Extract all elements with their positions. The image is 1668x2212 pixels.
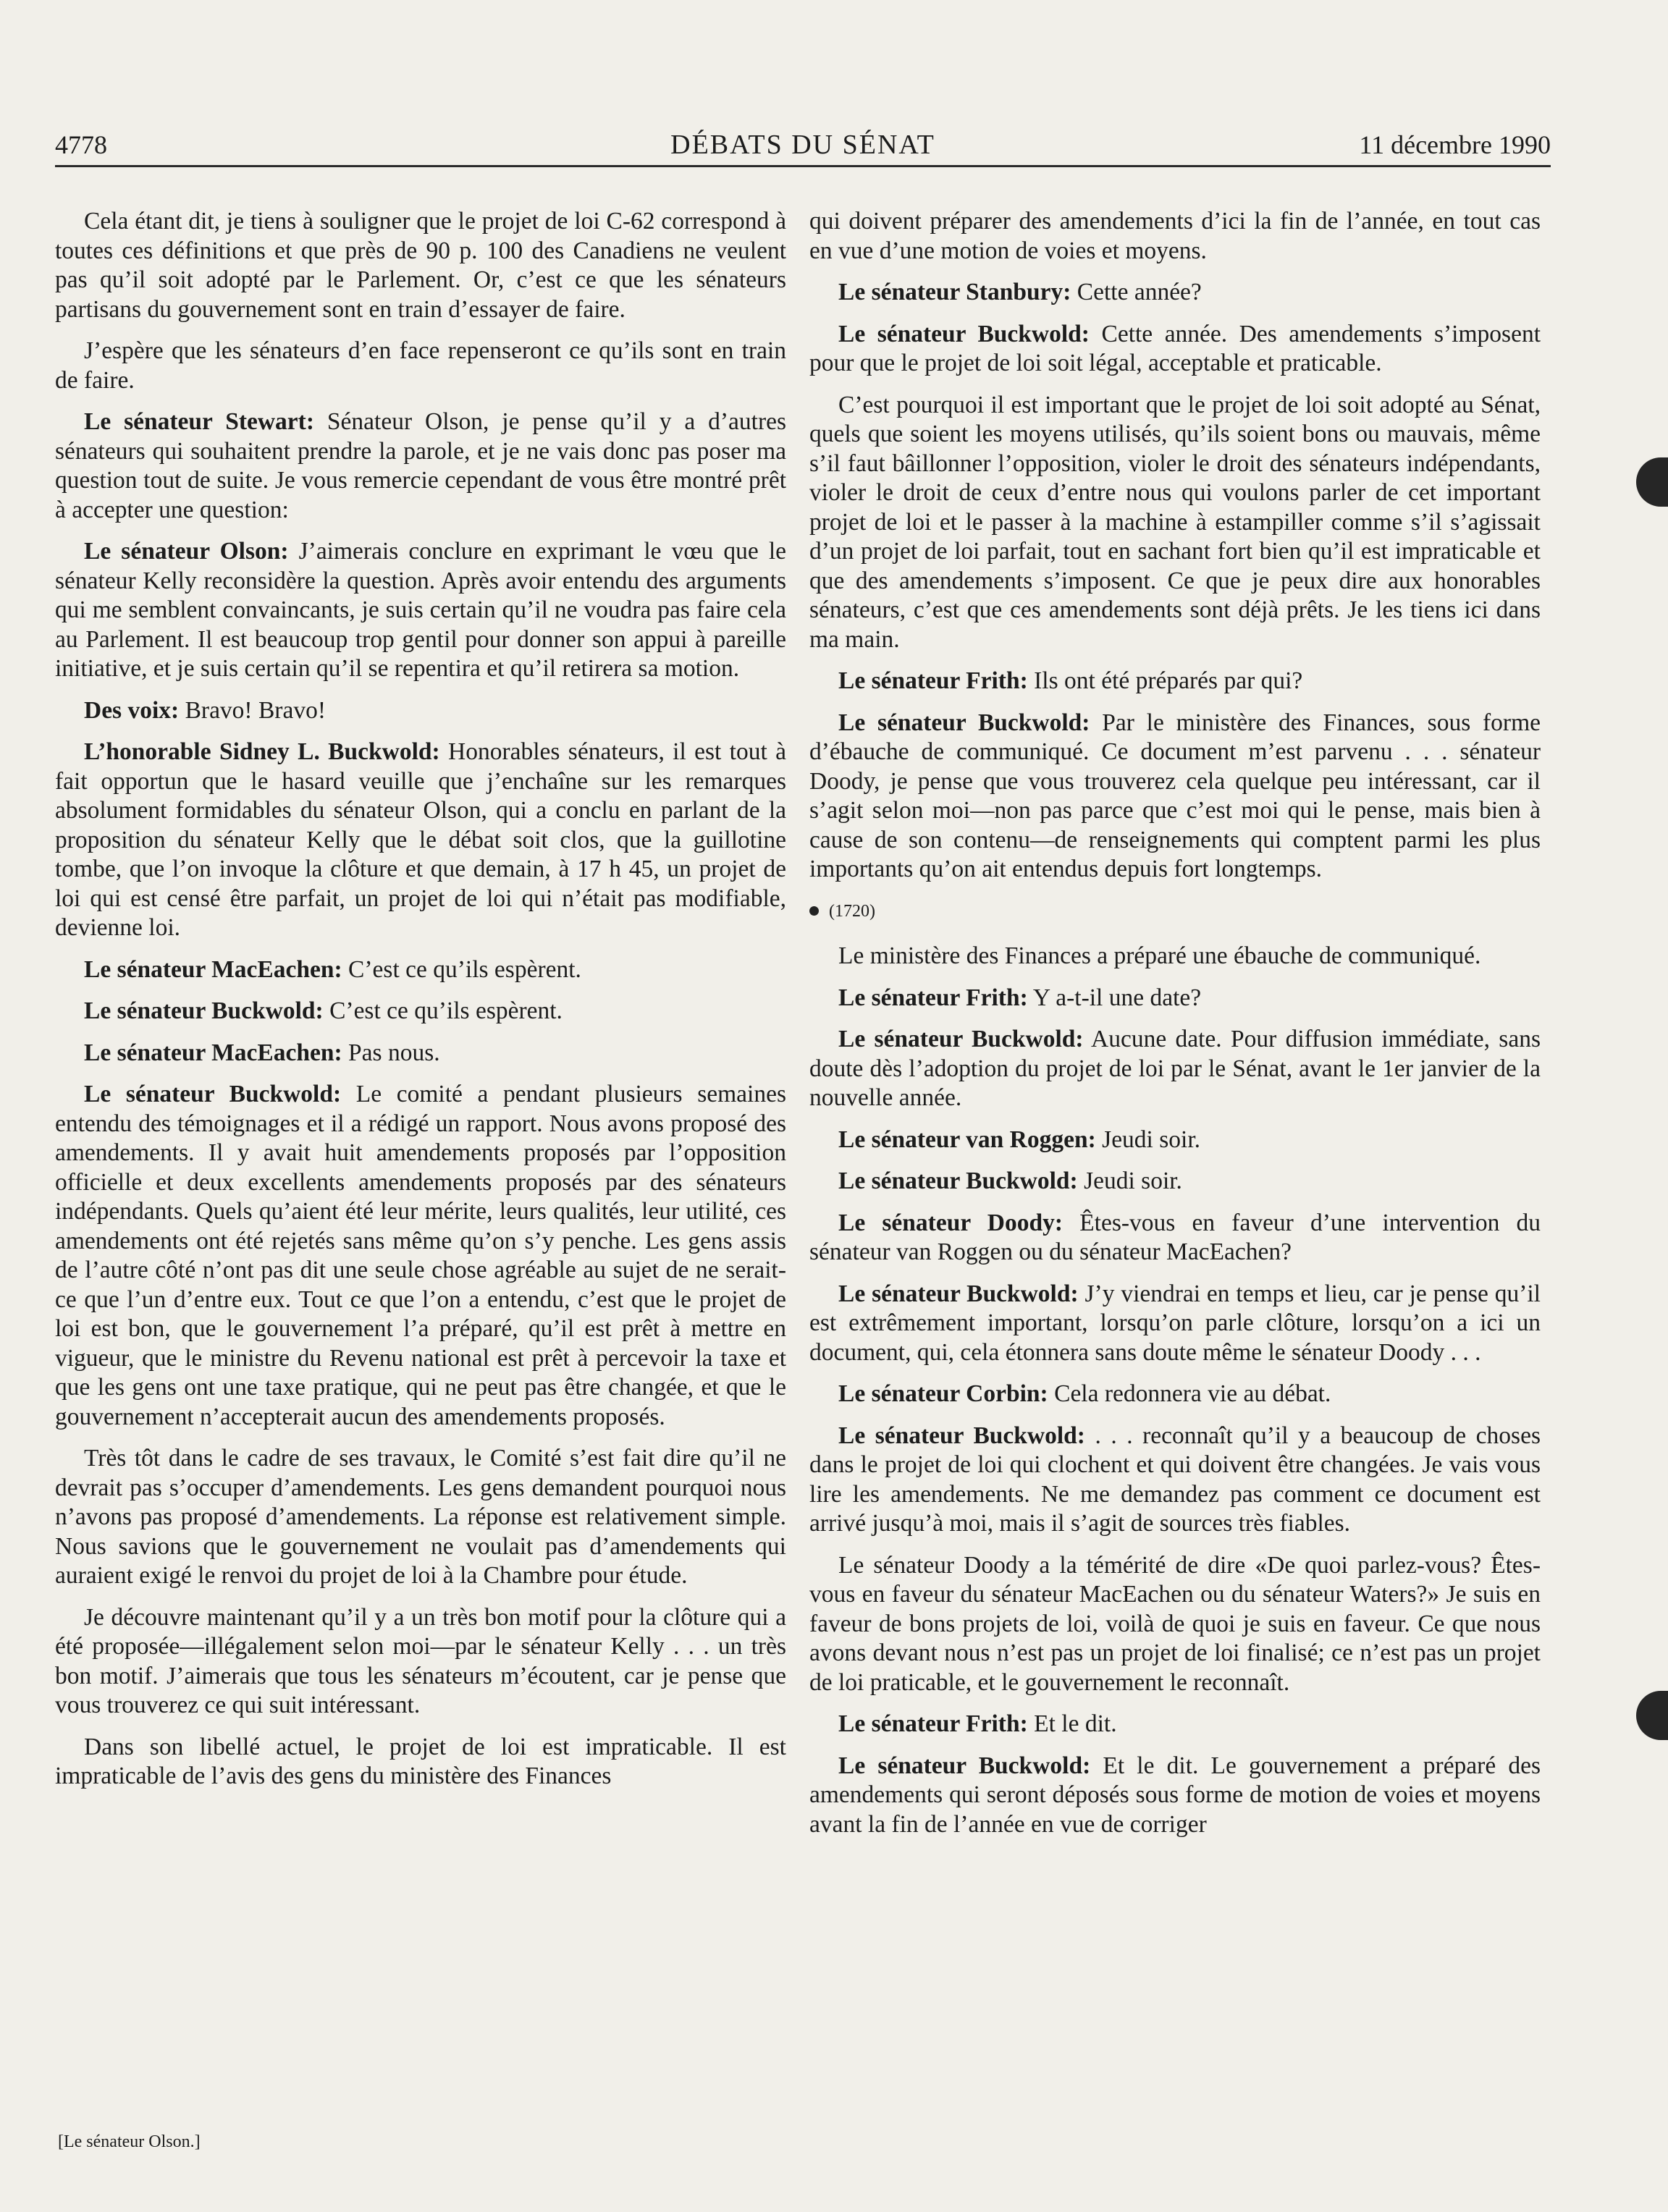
paragraph <box>55 1733 786 1791</box>
time-marker <box>809 897 1541 926</box>
paragraph <box>809 667 1541 696</box>
paragraph <box>55 955 786 985</box>
paragraph <box>809 1209 1541 1267</box>
paragraph <box>809 278 1541 308</box>
paragraph <box>55 1080 786 1432</box>
speech-text: C’est ce qu’ils espèrent. <box>348 955 581 983</box>
paragraph <box>809 709 1541 885</box>
bullet-icon <box>809 906 819 916</box>
speaker-name: Le sénateur Buckwold: <box>838 320 1090 347</box>
speaker-name: Le sénateur Buckwold: <box>838 1026 1084 1052</box>
paragraph <box>55 1603 786 1721</box>
paragraph <box>809 207 1541 266</box>
page-edge-tab <box>1636 457 1668 507</box>
paragraph <box>809 1280 1541 1368</box>
paragraph <box>55 207 786 324</box>
paragraph <box>55 1444 786 1591</box>
paragraph <box>809 1710 1541 1739</box>
paragraph <box>55 1039 786 1068</box>
speech-text: Ils ont été préparés par qui? <box>1034 667 1303 694</box>
speaker-name: Le sénateur Frith: <box>838 984 1028 1011</box>
speech-text: J’aimerais conclure en exprimant le vœu que le sénateur Kelly reconsidère la question. Après avoir entendu des arguments qui me semblent convaincants, je suis certain qu’il ne voudra pas faire cela au Parlement. Il est beaucoup trop gentil pour donner son appui à pareille initiative, et je suis certain qu’il se repentira et qu’il retirera sa motion. <box>55 538 787 682</box>
speaker-name: Le sénateur Buckwold: <box>838 1752 1091 1779</box>
paragraph <box>809 320 1541 379</box>
paragraph <box>55 408 786 525</box>
paragraph <box>809 1422 1541 1539</box>
speech-text: Et le dit. Le gouvernement a préparé des amendements qui seront déposés sous forme de motion de voies et moyens avant la fin de l’année en vue de corriger <box>809 1752 1541 1838</box>
paragraph <box>809 391 1541 655</box>
speaker-name: Le sénateur Frith: <box>838 667 1028 694</box>
speech-text: Et le dit. <box>1034 1710 1117 1737</box>
speech-text: Jeudi soir. <box>1102 1126 1201 1153</box>
footer-note: [Le sénateur Olson.] <box>58 2132 201 2151</box>
speech-text: Cette année? <box>1077 279 1202 305</box>
speech-text: Le ministère des Finances a préparé une ébauche de communiqué. <box>838 942 1481 969</box>
time-marker-text: (1720) <box>829 901 875 921</box>
speaker-name: Le sénateur Buckwold: <box>84 1081 342 1107</box>
speaker-name: L’honorable Sidney L. Buckwold: <box>84 738 440 765</box>
speech-text: . . . reconnaît qu’il y a beaucoup de choses dans le projet de loi qui clochent et qui doivent être changées. Je vais vous lire les amendements. Ne me demandez pas comment ce document est arrivé jusqu’à moi, mais il s’agit de sources très fiables. <box>809 1422 1541 1537</box>
paragraph <box>809 1025 1541 1113</box>
speaker-name: Le sénateur Stanbury: <box>838 279 1071 305</box>
speech-text: Sénateur Olson, je pense qu’il y a d’autres sénateurs qui souhaitent prendre la parole, et je ne vais donc pas poser ma question tout de suite. Je vous remercie cependant de vous être montré prêt à accepter une question: <box>55 408 787 523</box>
speech-text: Jeudi soir. <box>1084 1168 1182 1194</box>
speaker-name: Des voix: <box>84 696 180 724</box>
speaker-name: Le sénateur Buckwold: <box>84 997 324 1024</box>
paragraph <box>55 696 786 726</box>
page-date: 11 décembre 1990 <box>1359 130 1551 159</box>
speech-text: Pas nous. <box>348 1039 440 1066</box>
speech-text: Aucune date. Pour diffusion immédiate, sans doute dès l’adoption du projet de loi par le Sénat, avant le 1er janvier de la nouvelle année. <box>809 1026 1541 1111</box>
paragraph <box>809 942 1541 971</box>
running-title: DÉBATS DU SÉNAT <box>670 130 935 160</box>
paragraph <box>809 1752 1541 1840</box>
paragraph <box>809 984 1541 1013</box>
paragraph <box>55 537 786 684</box>
speech-text: Honorables sénateurs, il est tout à fait opportun que le hasard veuille que j’enchaîne sur les remarques absolument formidables du sénateur Olson, qui a conclu en parlant de la proposition du sénateur Kelly que le débat soit clos, que la guillotine tombe, que l’on invoque la clôture et que demain, à 17 h 45, un projet de loi qui est censé être parfait, un projet de loi qui n’était pas modifiable, devienne loi. <box>55 738 786 941</box>
speaker-name: Le sénateur Buckwold: <box>838 1168 1078 1194</box>
speech-text: qui doivent préparer des amendements d’ici la fin de l’année, en tout cas en vue d’une motion de voies et moyens. <box>809 208 1541 264</box>
speech-text: Y a-t-il une date? <box>1032 984 1202 1011</box>
speaker-name: Le sénateur Corbin: <box>838 1380 1048 1407</box>
speech-text: Êtes-vous en faveur d’une intervention du sénateur van Roggen ou du sénateur MacEachen? <box>809 1209 1541 1265</box>
speech-text: Le comité a pendant plusieurs semaines entendu des témoignages et il a rédigé un rapport. Nous avons proposé des amendements. Il y avait huit amendements proposés par l’opposition officielle et deux excellents amendements proposés par des sénateurs indépendants. Quels qu’aient été leur mérite, leurs qualités, leur utilité, ces amendements ont été rejetés sans même qu’on s’y penche. Les gens assis de l’autre côté n’ont pas dit une seule chose agréable au sujet de ne serait-ce que l’un d’entre eux. Tout ce que l’on a entendu, c’est que le projet de loi est bon, que le gouvernement l’a préparé, qu’il est prêt à mettre en vigueur, que le ministre du Revenu national est prêt à percevoir la taxe et que les gens ont une taxe pratique, qui ne peut pas être changée, et que le gouvernement n’accepterait aucun des amendements proposés. <box>55 1081 787 1430</box>
speech-text: Très tôt dans le cadre de ses travaux, le Comité s’est fait dire qu’il ne devrait pas s’occuper d’amendements. Les gens demandent pourquoi nous n’avons pas proposé d’amendements. La réponse est relativement simple. Nous savions que le gouvernement ne voulait pas d’amendements qui auraient exigé le renvoi du projet de loi à la Chambre pour étude. <box>55 1445 786 1589</box>
speaker-name: Le sénateur Buckwold: <box>838 1422 1085 1449</box>
speaker-name: Le sénateur Frith: <box>838 1710 1028 1737</box>
speech-text: Cela redonnera vie au débat. <box>1054 1380 1331 1407</box>
speech-text: Je découvre maintenant qu’il y a un très bon motif pour la clôture qui a été proposée—illégalement selon moi—par le sénateur Kelly . . . un très bon motif. J’aimerais que tous les sénateurs m’écoutent, car je pense que vous trouverez ce qui suit intéressant. <box>55 1603 786 1718</box>
speech-text: Dans son libellé actuel, le projet de loi est impraticable. Il est impraticable de l’avis des gens du ministère des Finances <box>55 1733 786 1789</box>
speech-text: Le sénateur Doody a la témérité de dire «De quoi parlez-vous? Êtes-vous en faveur du sénateur MacEachen ou du sénateur Waters?» Je suis en faveur de bons projets de loi, voilà de quoi je suis en faveur. Ce que nous avons devant nous n’est pas un projet de loi finalisé; ce n’est pas un projet de loi praticable, et le gouvernement le reconnaît. <box>809 1551 1541 1696</box>
speaker-name: Le sénateur Buckwold: <box>838 709 1090 736</box>
speaker-name: Le sénateur MacEachen: <box>84 1039 342 1066</box>
speech-text: J’y viendrai en temps et lieu, car je pense qu’il est extrêmement important, lorsqu’on parle clôture, lorsqu’on a ici un document, qui, cela étonnera sans doute même le sénateur Doody . . . <box>809 1280 1541 1366</box>
speech-text: Par le ministère des Finances, sous forme d’ébauche de communiqué. Ce document m’est parvenu . . . sénateur Doody, je pense que vous trouverez cela quelque peu intéressant, car il s’agit selon moi—non pas parce que c’est moi qui le pense, mais bien à cause de son contenu—de renseignements qui comptent parmi les plus importants qu’on ait entendus depuis fort longtemps. <box>809 709 1541 882</box>
speaker-name: Le sénateur MacEachen: <box>84 955 342 983</box>
paragraph <box>809 1551 1541 1698</box>
paragraph <box>55 997 786 1026</box>
left-column <box>55 207 786 1804</box>
paragraph <box>55 738 786 943</box>
speech-text: C’est pourquoi il est important que le projet de loi soit adopté au Sénat, quels que soient les moyens utilisés, qu’ils soient bons ou mauvais, même s’il faut bâillonner l’opposition, violer le droit des sénateurs indépendants, violer le droit de ceux d’entre nous qui voulons parler de cet important projet de loi et le passer à la machine à estampiller comme s’il s’agissait d’un projet de loi parfait, tout en sachant fort bien qu’il est impraticable et que des amendements s’imposent. Ce que je peux dire aux honorables sénateurs, c’est que ces amendements sont déjà prêts. Je les tiens ici dans ma main. <box>809 391 1541 653</box>
speech-text: Cela étant dit, je tiens à souligner que le projet de loi C-62 correspond à toutes ces définitions et que près de 90 p. 100 des Canadiens ne veulent pas qu’il soit adopté par le Parlement. Or, c’est ce que les sénateurs partisans du gouvernement sont en train d’essayer de faire. <box>55 208 786 323</box>
page-header <box>55 124 1551 165</box>
speech-text: C’est ce qu’ils espèrent. <box>329 997 563 1024</box>
right-column <box>809 207 1541 1852</box>
page-edge-tab <box>1636 1691 1668 1740</box>
speaker-name: Le sénateur Buckwold: <box>838 1280 1079 1307</box>
paragraph <box>809 1380 1541 1409</box>
speaker-name: Le sénateur van Roggen: <box>838 1126 1096 1153</box>
speech-text: Bravo! Bravo! <box>185 696 326 724</box>
speech-text: J’espère que les sénateurs d’en face repenseront ce qu’ils sont en train de faire. <box>55 337 786 394</box>
paragraph <box>809 1167 1541 1196</box>
page-number: 4778 <box>55 130 107 159</box>
speech-text: Cette année. Des amendements s’imposent pour que le projet de loi soit légal, acceptable et praticable. <box>809 320 1541 376</box>
speaker-name: Le sénateur Doody: <box>838 1209 1063 1236</box>
speaker-name: Le sénateur Olson: <box>84 538 289 565</box>
paragraph <box>55 337 786 395</box>
header-rule <box>55 165 1551 167</box>
speaker-name: Le sénateur Stewart: <box>84 408 314 435</box>
paragraph <box>809 1126 1541 1155</box>
